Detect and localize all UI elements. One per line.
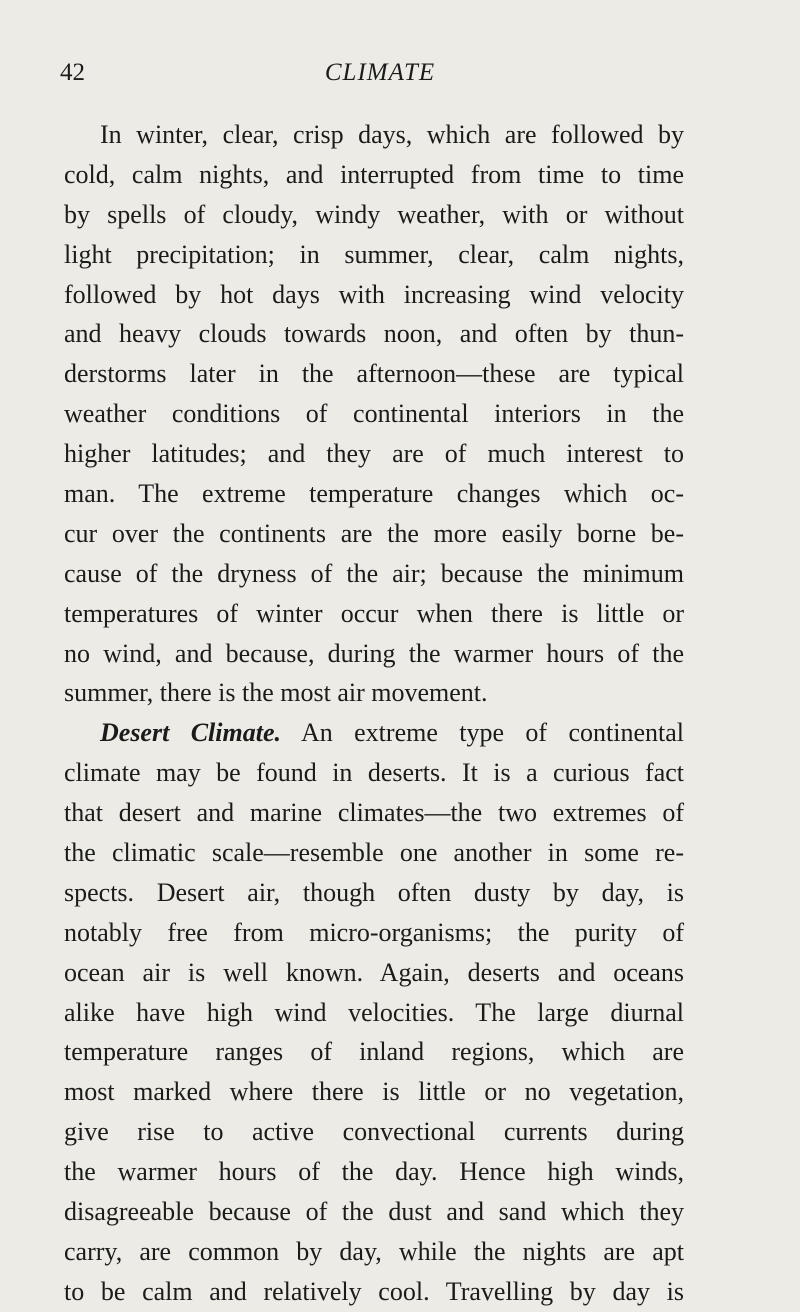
- section-first-line: [64, 713, 684, 753]
- text-line: higher latitudes; and they are of much interest to: [64, 439, 684, 469]
- text-line: In winter, clear, crisp days, which are followed by: [100, 120, 684, 149]
- text-line: derstorms later in the afternoon—these are typical: [64, 359, 684, 389]
- text-line: alike have high wind velocities. The large diurnal: [64, 997, 684, 1027]
- text-line: most marked where there is little or no vegetation,: [64, 1077, 684, 1107]
- page-number: 42: [60, 59, 85, 86]
- text-line: temperature ranges of inland regions, which are: [64, 1037, 684, 1067]
- text-line: give rise to active convectional currents during: [64, 1117, 684, 1147]
- text-line: ocean air is well known. Again, deserts and oceans: [64, 957, 684, 987]
- text-line: followed by hot days with increasing wind velocity: [64, 279, 684, 309]
- text-line: and heavy clouds towards noon, and often by thun-: [64, 319, 684, 349]
- text-line: weather conditions of continental interiors in the: [64, 399, 684, 429]
- text-line: by spells of cloudy, windy weather, with or without: [64, 199, 684, 229]
- text-line: notably free from micro-organisms; the purity of: [64, 917, 684, 947]
- text-line: to be calm and relatively cool. Travelling by day is: [64, 1276, 684, 1306]
- section-heading: Desert Climate.: [100, 718, 281, 748]
- text-line: cold, calm nights, and interrupted from time to time: [64, 159, 684, 189]
- text-line: disagreeable because of the dust and sand which they: [64, 1197, 684, 1227]
- section-first-line-text: An extreme type of continental: [300, 718, 684, 748]
- running-title: CLIMATE: [324, 59, 436, 86]
- text-line: spects. Desert air, though often dusty by day, is: [64, 877, 684, 907]
- text-line: the warmer hours of the day. Hence high winds,: [64, 1157, 684, 1187]
- text-line: cause of the dryness of the air; because the minimum: [64, 558, 684, 588]
- text-line: cur over the continents are the more easily borne be-: [64, 518, 684, 548]
- running-head: [60, 58, 700, 88]
- text-line: man. The extreme temperature changes which oc-: [64, 479, 684, 509]
- text-line: that desert and marine climates—the two extremes of: [64, 798, 684, 828]
- text-line: no wind, and because, during the warmer hours of the: [64, 638, 684, 668]
- text-line: summer, there is the most air movement.: [64, 678, 488, 708]
- text-line: climate may be found in deserts. It is a curious fact: [64, 758, 684, 788]
- body-text: [64, 115, 684, 1312]
- text-line: temperatures of winter occur when there is little or: [64, 598, 684, 628]
- text-line: light precipitation; in summer, clear, calm nights,: [64, 239, 684, 269]
- text-line: the climatic scale—resemble one another in some re-: [64, 838, 684, 868]
- text-line: carry, are common by day, while the nights are apt: [64, 1236, 684, 1266]
